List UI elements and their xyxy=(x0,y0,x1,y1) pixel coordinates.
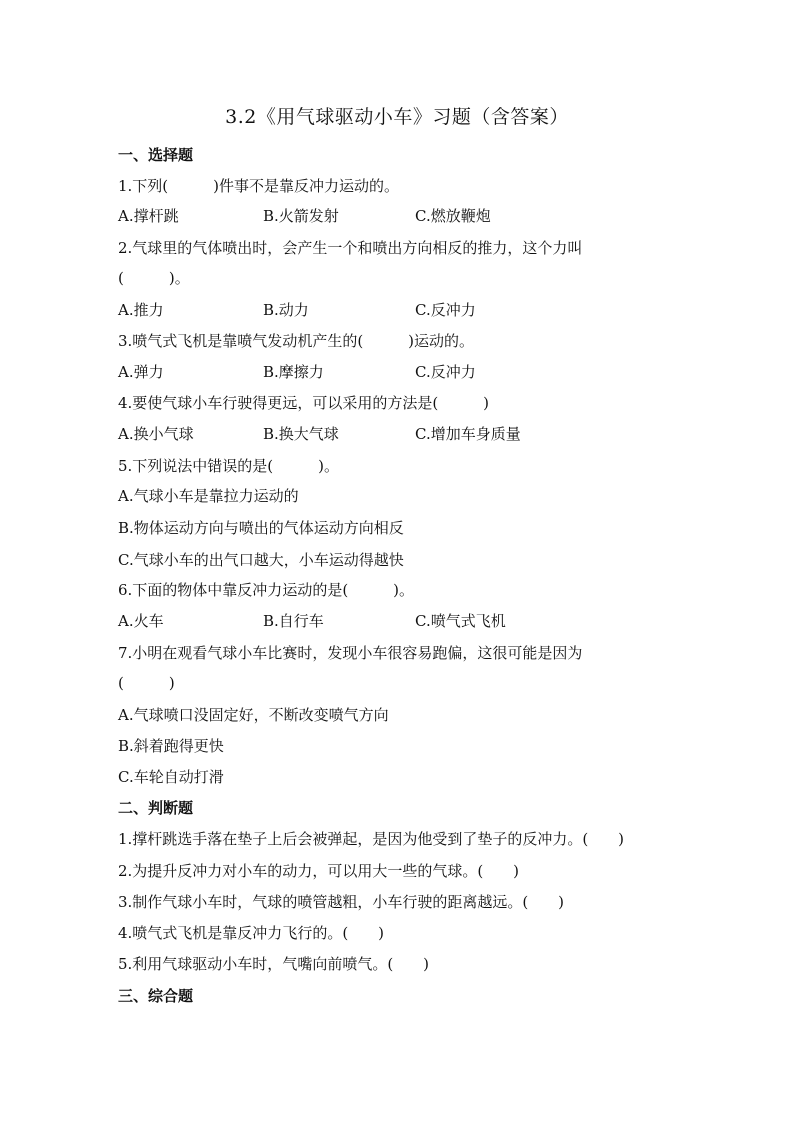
question-options-row xyxy=(118,424,718,444)
question-text: 3.喷气式飞机是靠喷气发动机产生的( )运动的。 xyxy=(118,332,475,350)
option-a: A.换小气球 xyxy=(118,425,194,443)
question-options-row xyxy=(118,206,718,226)
question-text-continued: ( )。 xyxy=(118,269,190,287)
option-c: C.反冲力 xyxy=(415,301,476,319)
option-a: A.撑杆跳 xyxy=(118,207,179,225)
judgement-item: 2.为提升反冲力对小车的动力，可以用大一些的气球。( ) xyxy=(118,862,520,880)
option-b: B.自行车 xyxy=(263,612,324,630)
question-text: 4.要使气球小车行驶得更远，可以采用的方法是( ) xyxy=(118,394,490,412)
option-a: A.火车 xyxy=(118,612,164,630)
option-a: A.气球喷口没固定好，不断改变喷气方向 xyxy=(118,706,389,724)
question-options-row xyxy=(118,362,718,382)
question-options-row xyxy=(118,611,718,631)
option-c: C.增加车身质量 xyxy=(415,425,521,443)
option-c: C.燃放鞭炮 xyxy=(415,207,491,225)
option-b: B.摩擦力 xyxy=(263,363,324,381)
option-a: A.推力 xyxy=(118,301,164,319)
option-c: C.喷气式飞机 xyxy=(415,612,506,630)
question-text: 5.下列说法中错误的是( )。 xyxy=(118,457,340,475)
question-text-continued: ( ) xyxy=(118,674,175,692)
option-b: B.物体运动方向与喷出的气体运动方向相反 xyxy=(118,519,404,537)
option-b: B.火箭发射 xyxy=(263,207,339,225)
option-b: B.斜着跑得更快 xyxy=(118,737,224,755)
judgement-item: 5.利用气球驱动小车时，气嘴向前喷气。( ) xyxy=(118,955,430,973)
question-text: 7.小明在观看气球小车比赛时，发现小车很容易跑偏，这很可能是因为 xyxy=(118,644,583,662)
judgement-item: 4.喷气式飞机是靠反冲力飞行的。( ) xyxy=(118,924,385,942)
judgement-item: 1.撑杆跳选手落在垫子上后会被弹起，是因为他受到了垫子的反冲力。( ) xyxy=(118,830,625,848)
option-c: C.反冲力 xyxy=(415,363,476,381)
question-text: 6.下面的物体中靠反冲力运动的是( )。 xyxy=(118,581,415,599)
judgement-item: 3.制作气球小车时，气球的喷管越粗，小车行驶的距离越远。( ) xyxy=(118,893,565,911)
option-c: C.车轮自动打滑 xyxy=(118,768,224,786)
option-a: A.气球小车是靠拉力运动的 xyxy=(118,487,299,505)
section-heading-judgement: 二、判断题 xyxy=(118,799,194,817)
question-options-row xyxy=(118,300,718,320)
question-text: 2.气球里的气体喷出时，会产生一个和喷出方向相反的推力，这个力叫 xyxy=(118,239,583,257)
option-b: B.动力 xyxy=(263,301,309,319)
option-a: A.弹力 xyxy=(118,363,164,381)
section-heading-choice: 一、选择题 xyxy=(118,146,194,164)
section-heading-comprehensive: 三、综合题 xyxy=(118,987,194,1005)
option-c: C.气球小车的出气口越大，小车运动得越快 xyxy=(118,551,404,569)
question-text: 1.下列( )件事不是靠反冲力运动的。 xyxy=(118,177,400,195)
document-title: 3.2《用气球驱动小车》习题（含答案） xyxy=(225,106,569,128)
option-b: B.换大气球 xyxy=(263,425,339,443)
